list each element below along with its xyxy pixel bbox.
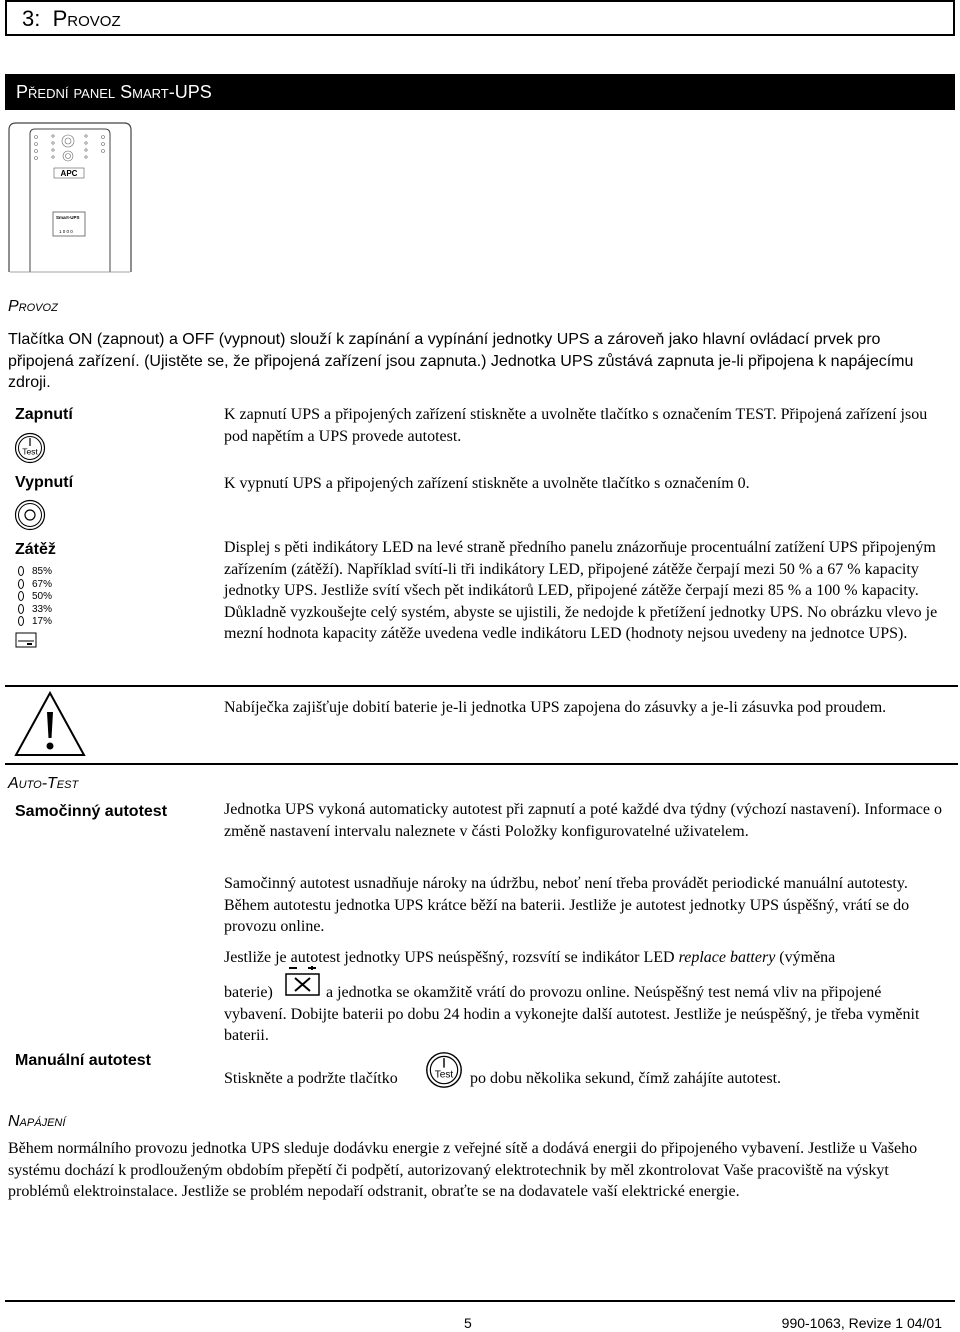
section-title: Přední panel Smart-UPS — [16, 82, 212, 102]
autotest-p3-line1: Jestliže je autotest jednotky UPS neúspěšný, rozsvítí se indikátor LED replace battery (výměna — [224, 949, 836, 966]
chapter-number: 3: — [22, 6, 41, 31]
test-button-icon — [14, 432, 46, 464]
load-led-50: 50% — [18, 591, 52, 604]
vypnuti-label: Vypnutí — [15, 474, 74, 491]
section-bar — [5, 74, 955, 110]
manual-text-a: Stiskněte a podržte tlačítko — [224, 1070, 398, 1087]
ups-display-digits: 1 0 0 0 — [59, 229, 73, 234]
manual-test-label: Manuální autotest — [15, 1052, 152, 1069]
load-led-85: 85% — [18, 566, 52, 579]
led-indicator-icon — [18, 579, 24, 589]
autotest-p1: Jednotka UPS vykoná automaticky autotest při zapnutí a poté každé dva týdny (výchozí nastavení). Informace o změně nastavení intervalu naleznete v části Položky konfigurovatelné uživatelem. — [224, 801, 943, 840]
chapter-title — [22, 5, 121, 33]
load-led-17: 17% — [18, 616, 52, 629]
test-icon-text: Test — [434, 1069, 454, 1081]
zatez-text: Displej s pěti indikátory LED na levé straně předního panelu znázorňuje procentuální zatížení UPS připojeným zařízením (zátěží). Například svítí-li tři indikátory LED, připojené zátěže čerpají mezi 50 % a 67 % kapacity jednotky UPS. Jestliže svítí všech pět indikátorů LED, připojené zátěže čerpají mezi 85 % a 100 % kapacity. Důkladně vyzkoušejte celý systém, abyste se ujistili, že nedojde k přetížení jednotky UPS. No obrázku vlevo je mezní hodnota kapacity zátěže uvedena vedle indikátoru LED (hodnoty nejsou uvedeny na jednotce UPS). — [224, 539, 938, 642]
led-indicator-icon — [18, 566, 24, 576]
manual-text-b: po dobu několika sekund, čímž zahájíte autotest. — [470, 1070, 782, 1087]
warning-icon — [13, 690, 87, 758]
napajeni-heading: Napájení — [8, 1113, 66, 1130]
doc-id: 990-1063, Revize 1 04/01 — [781, 1315, 942, 1331]
test-icon-text: Test — [22, 446, 38, 457]
led-indicator-icon — [18, 604, 24, 614]
vypnuti-text: K vypnutí UPS a připojených zařízení stiskněte a uvolněte tlačítko s označením 0. — [224, 475, 750, 492]
zapnuti-text: K zapnutí UPS a připojených zařízení stiskněte a uvolněte tlačítko s označením TEST. Připojená zařízení jsou pod napětím a UPS provede autotest. — [224, 406, 928, 445]
zapnuti-label: Zapnutí — [15, 406, 73, 423]
self-test-label: Samočinný autotest — [15, 803, 168, 820]
provoz-paragraph: Tlačítka ON (zapnout) a OFF (vypnout) slouží k zapínání a vypínání jednotky UPS a zároveň jako hlavní ovládací prvek pro připojená zařízení. (Ujistěte se, že připojená zařízení jsou zapnuta.) Jednotka UPS zůstává zapnuta je-li připojena k napájecímu zdroji. — [8, 331, 914, 391]
load-led-67: 67% — [18, 579, 52, 592]
ups-front-panel-illustration — [8, 122, 132, 274]
zatez-label: Zátěž — [15, 541, 56, 558]
autotest-heading: Auto-Test — [8, 775, 79, 792]
load-led-list — [18, 566, 52, 629]
page-number: 5 — [464, 1315, 472, 1331]
off-button-icon — [14, 499, 46, 531]
ups-brand-logo: APC — [60, 169, 78, 178]
chapter-header — [5, 0, 955, 36]
led-indicator-icon — [18, 591, 24, 601]
autotest-p3-rest: a jednotka se okamžitě vrátí do provozu online. Neúspěšný test nemá vliv na připojené vybavení. Dobijte baterii po dobu 24 hodin a vykonejte další autotest. Jestliže je neúspěšný, je třeba vyměnit baterii. — [224, 984, 920, 1044]
provoz-heading: Provoz — [8, 298, 58, 315]
load-bar-icon — [15, 632, 37, 648]
test-button-icon — [425, 1051, 463, 1089]
led-indicator-icon — [18, 616, 24, 626]
chapter-name: Provoz — [52, 6, 121, 31]
warning-text: Nabíječka zajišťuje dobití baterie je-li jednotka UPS zapojena do zásuvky a je-li zásuvka pod proudem. — [224, 699, 887, 716]
load-led-33: 33% — [18, 604, 52, 617]
autotest-p3-baterie: baterie) — [224, 984, 273, 1001]
napajeni-paragraph: Během normálního provozu jednotka UPS sleduje dodávku energie z veřejné sítě a dodává energii do připojeného vybavení. Jestliže u Vašeho systému dochází k prodlouženým obdobím přepětí či podpětí, autorizovaný elektrotechnik by měl zkontrolovat Vaše pracoviště na výskyt problémů elektroinstalace. Jestliže se problém nepodaří odstranit, obraťte se na dodavatele vaší elektrické energie. — [8, 1140, 918, 1200]
footer-rule — [5, 1300, 955, 1302]
autotest-p2: Samočinný autotest usnadňuje nároky na údržbu, neboť není třeba provádět periodické manuální autotesty. Během autotestu jednotka UPS krátce běží na baterii. Jestliže je autotest jednotky UPS úspěšný, vrátí se do provozu online. — [224, 875, 910, 935]
ups-display-label: Smart-UPS — [56, 215, 80, 220]
